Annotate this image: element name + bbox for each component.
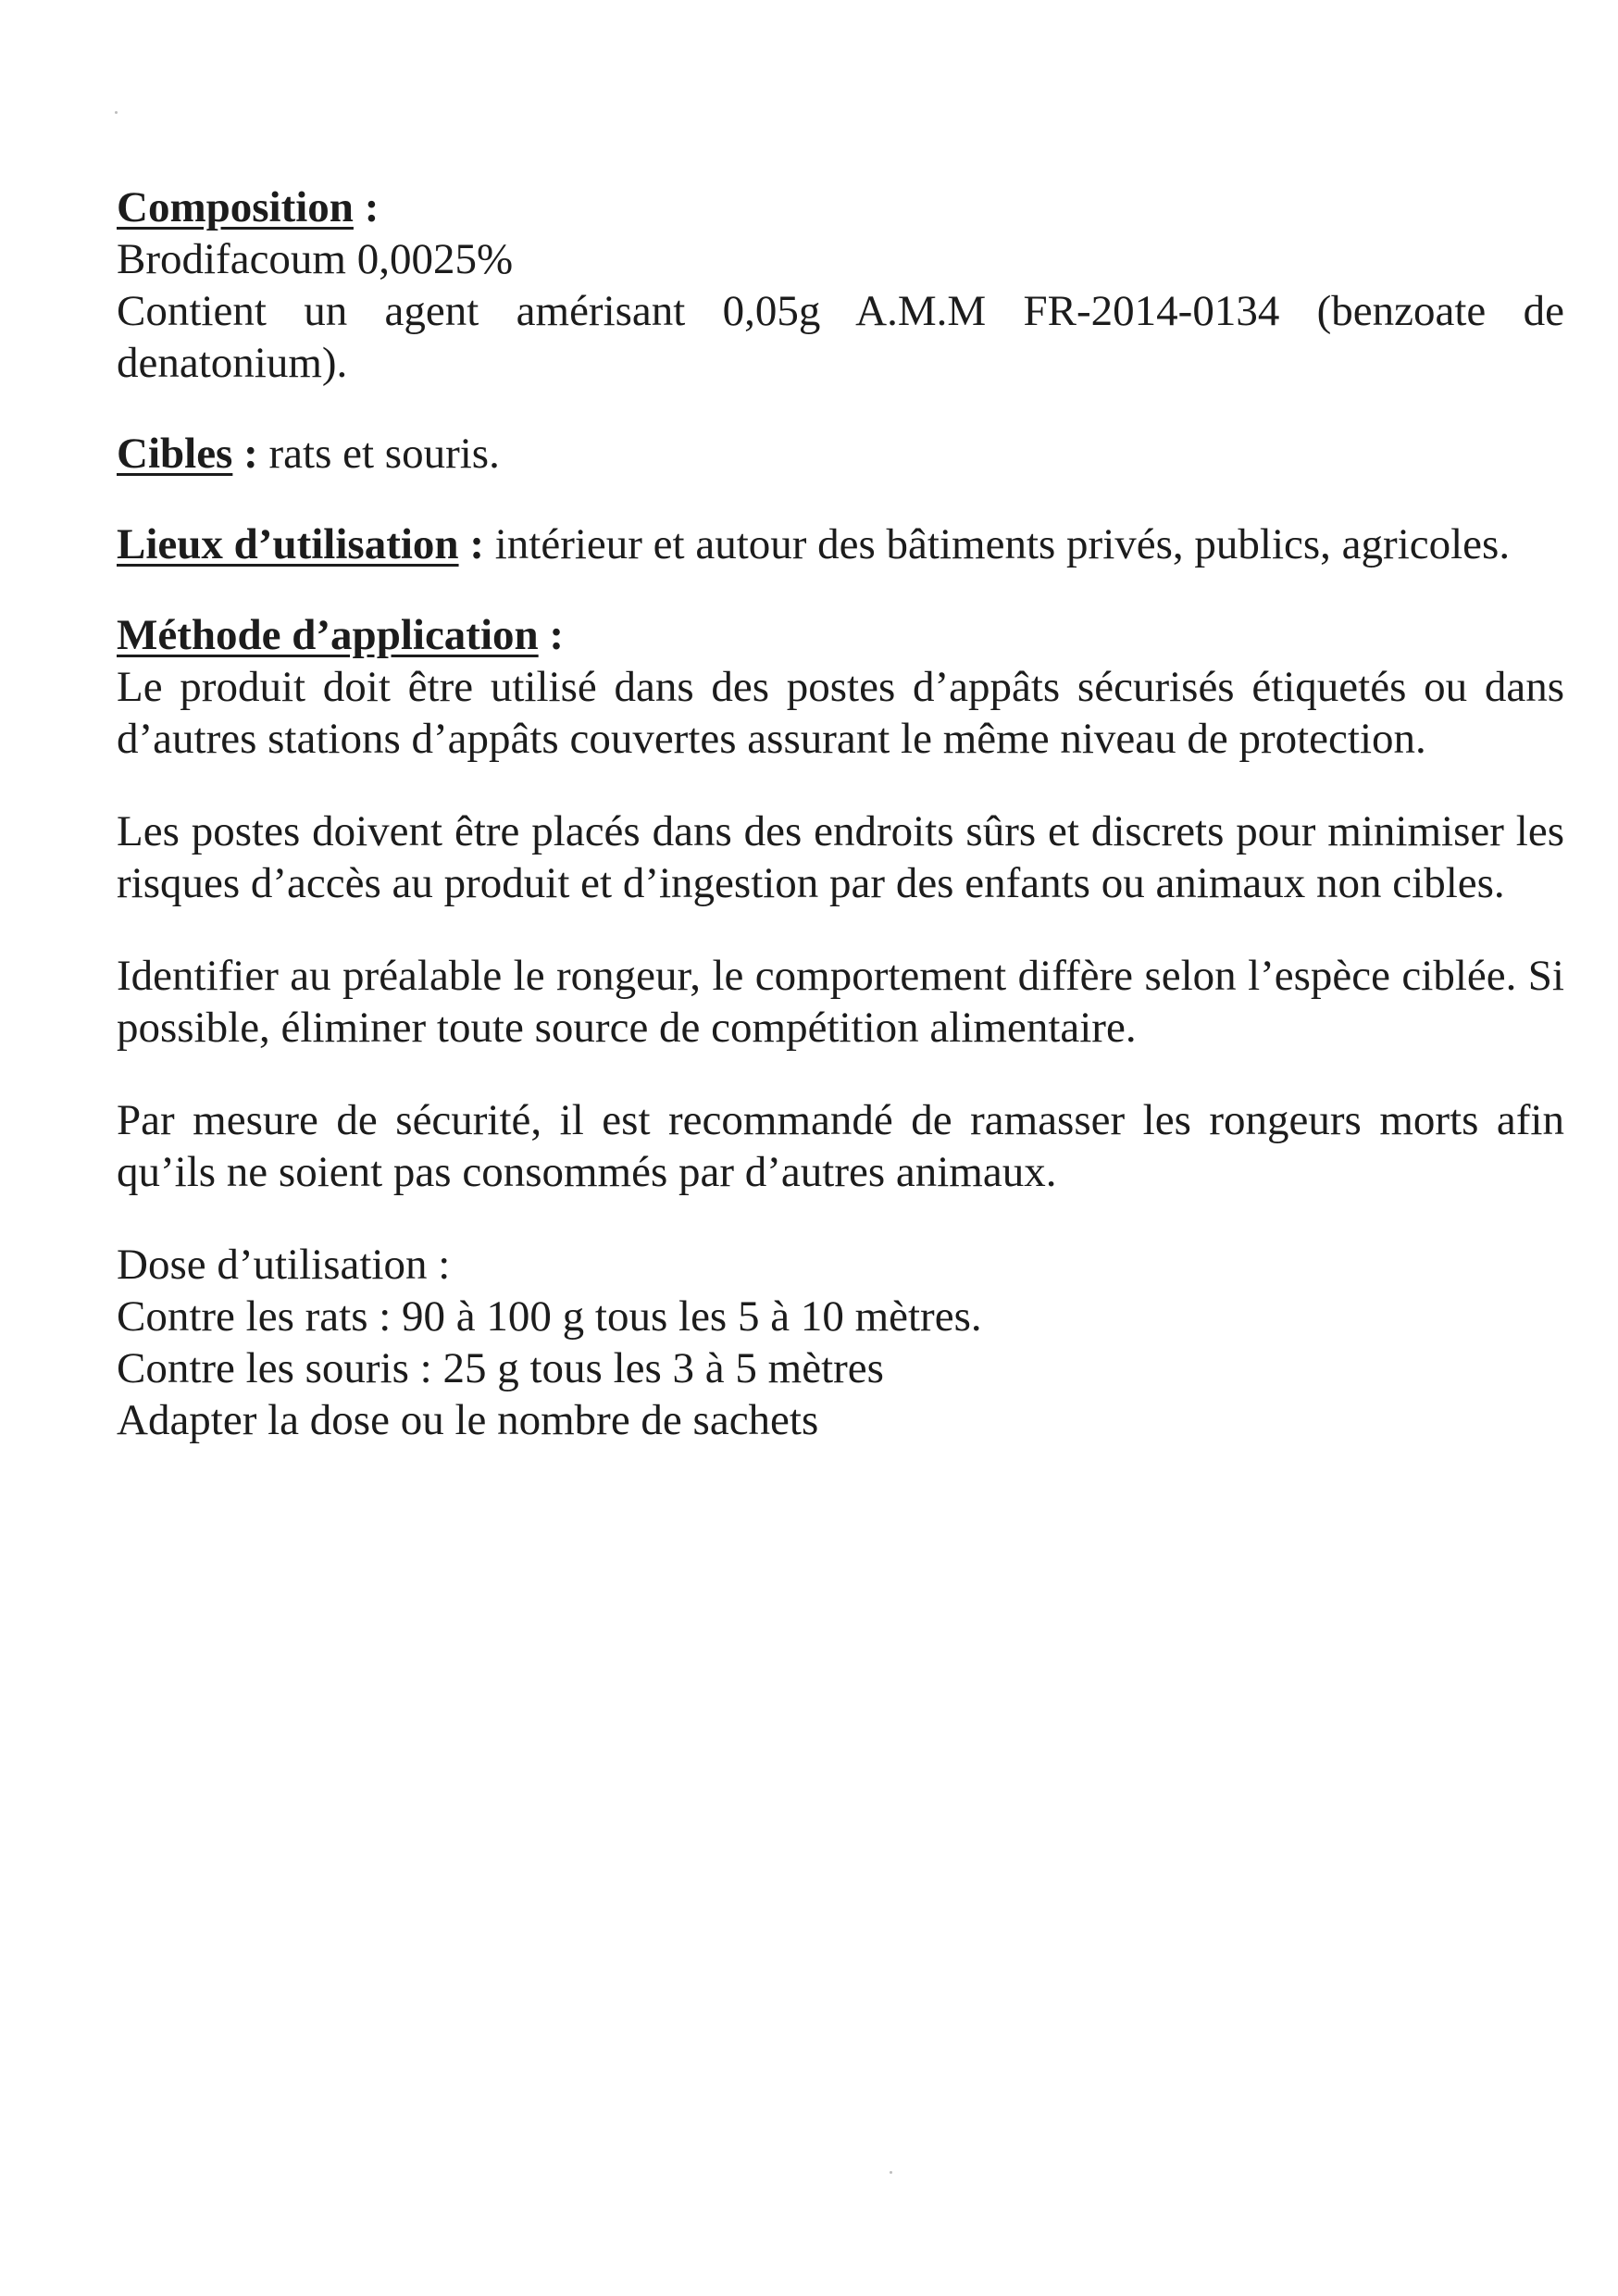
methode-paragraph-1: Le produit doit être utilisé dans des postes d’appâts sécurisés étiquetés ou dans d’autres stations d’appâts couvertes assurant le même niveau de protection. — [117, 663, 1564, 763]
composition-section — [117, 181, 1564, 389]
spacer — [117, 1054, 1564, 1094]
methode-paragraph-2: Les postes doivent être placés dans des endroits sûrs et discrets pour minimiser les risques d’accès au produit et d’ingestion par des enfants ou animaux non cibles. — [117, 807, 1564, 907]
lieux-text: intérieur et autour des bâtiments privés, publics, agricoles. — [483, 520, 1511, 568]
composition-heading: Composition — [117, 183, 354, 231]
cibles-colon: : — [232, 430, 258, 478]
lieux-section — [117, 518, 1564, 570]
dose-rats: Contre les rats : 90 à 100 g tous les 5 à 10 mètres. — [117, 1292, 982, 1341]
methode-paragraph-3: Identifier au préalable le rongeur, le comportement diffère selon l’espèce ciblée. Si possible, éliminer toute source de compétition alimentaire. — [117, 952, 1564, 1052]
methode-heading: Méthode d’application — [117, 611, 539, 659]
dose-souris: Contre les souris : 25 g tous les 3 à 5 mètres — [117, 1344, 884, 1392]
scan-speck — [115, 111, 118, 114]
spacer — [117, 389, 1564, 428]
spacer — [117, 480, 1564, 518]
methode-paragraph-4: Par mesure de sécurité, il est recommandé de ramasser les rongeurs morts afin qu’ils ne soient pas consommés par d’autres animaux. — [117, 1096, 1564, 1196]
cibles-section — [117, 428, 1564, 480]
document-body — [117, 181, 1564, 1446]
composition-active-substance: Brodifacoum 0,0025% — [117, 235, 514, 283]
spacer — [117, 909, 1564, 950]
composition-colon: : — [353, 183, 380, 231]
dose-title: Dose d’utilisation : — [117, 1241, 451, 1289]
methode-colon: : — [538, 611, 565, 659]
lieux-line — [117, 518, 1564, 570]
dose-section — [117, 1239, 1564, 1446]
cibles-line — [117, 428, 1564, 480]
methode-section — [117, 609, 1564, 1198]
composition-bittering-agent: Contient un agent amérisant 0,05g A.M.M FR-2014-0134 (benzoate de denatonium). — [117, 287, 1564, 387]
scan-speck — [890, 2171, 892, 2174]
lieux-heading: Lieux d’utilisation — [117, 520, 459, 568]
dose-adapter: Adapter la dose ou le nombre de sachets — [117, 1396, 819, 1444]
composition-heading-line — [117, 181, 1564, 233]
cibles-heading: Cibles — [117, 430, 233, 478]
lieux-colon: : — [458, 520, 484, 568]
spacer — [117, 570, 1564, 609]
spacer — [117, 1198, 1564, 1239]
spacer — [117, 765, 1564, 805]
cibles-text: rats et souris. — [257, 430, 500, 478]
methode-heading-line — [117, 609, 1564, 661]
